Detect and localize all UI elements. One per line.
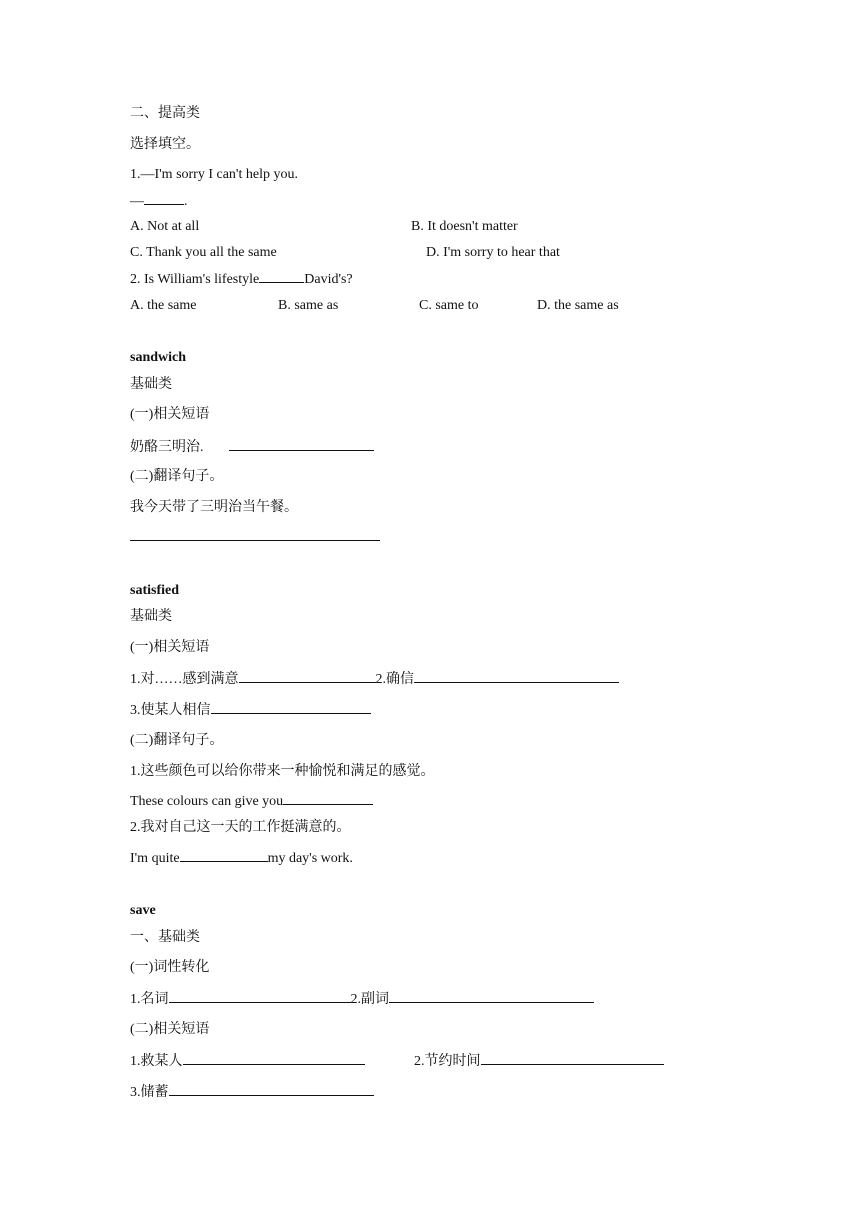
form-text: 1.名词 [130, 992, 169, 1007]
question-1-answer-line [130, 192, 188, 211]
option-b: B. It doesn't matter [411, 219, 518, 234]
phrase-row [130, 1052, 365, 1071]
translation-line [130, 528, 380, 547]
sub-heading: (一)相关短语 [130, 640, 210, 655]
form-text: 2.副词 [350, 992, 389, 1007]
phrase-row [130, 1083, 374, 1102]
dash: — [130, 194, 144, 209]
answer-blank [414, 670, 619, 683]
phrase-row [414, 1052, 664, 1071]
sub-heading: (一)词性转化 [130, 960, 210, 975]
sub-heading: (二)相关短语 [130, 1022, 210, 1037]
answer-blank [283, 792, 373, 805]
answer-blank [180, 849, 268, 862]
level-label: 基础类 [130, 609, 172, 624]
sentence-text: I'm quite [130, 851, 180, 866]
sub-heading: (二)翻译句子。 [130, 469, 224, 484]
answer-blank [239, 670, 376, 683]
sentence: 我今天带了三明治当午餐。 [130, 500, 298, 515]
level-label: 基础类 [130, 377, 172, 392]
level-label: 一、基础类 [130, 930, 200, 945]
option-c: C. Thank you all the same [130, 245, 277, 260]
question-2 [130, 270, 353, 289]
instruction: 选择填空。 [130, 137, 200, 152]
phrase-row [130, 670, 619, 689]
sub-heading: (一)相关短语 [130, 407, 210, 422]
answer-blank [144, 192, 184, 205]
word-heading-save: save [130, 903, 156, 918]
sentence-text-end: my day's work. [267, 851, 353, 866]
period: . [184, 194, 188, 209]
phrase-text: 2.节约时间 [414, 1054, 481, 1069]
phrase-text: 奶酪三明治. [130, 440, 204, 455]
question-2-text: 2. Is William's lifestyle [130, 272, 260, 287]
phrase-text: 3.储蓄 [130, 1085, 169, 1100]
answer-blank [259, 270, 304, 283]
phrase-text: 3.使某人相信 [130, 703, 211, 718]
phrase-text: 2.确信 [375, 672, 414, 687]
sentence-text: These colours can give you [130, 794, 284, 809]
q2-option-b: B. same as [278, 298, 339, 313]
q2-option-a: A. the same [130, 298, 197, 313]
q2-option-d: D. the same as [537, 298, 619, 313]
answer-blank [169, 990, 351, 1003]
question-2-text-end: David's? [304, 272, 353, 287]
phrase-row [130, 701, 371, 720]
answer-blank [389, 990, 594, 1003]
sentence-en [130, 849, 353, 868]
sentence: 2.我对自己这一天的工作挺满意的。 [130, 820, 351, 835]
q2-option-c: C. same to [419, 298, 479, 313]
sub-heading: (二)翻译句子。 [130, 733, 224, 748]
phrase-text: 1.救某人 [130, 1054, 183, 1069]
sentence: 1.这些颜色可以给你带来一种愉悦和满足的感觉。 [130, 764, 435, 779]
phrase-text: 1.对……感到满意 [130, 672, 239, 687]
question-1: 1.—I'm sorry I can't help you. [130, 167, 298, 182]
option-d: D. I'm sorry to hear that [426, 245, 560, 260]
form-row [130, 990, 594, 1009]
phrase-row [130, 438, 374, 457]
option-a: A. Not at all [130, 219, 200, 234]
answer-blank [130, 528, 380, 541]
sentence-en [130, 792, 373, 811]
word-heading-sandwich: sandwich [130, 350, 187, 365]
answer-blank [481, 1052, 664, 1065]
answer-blank [169, 1083, 374, 1096]
word-heading-satisfied: satisfied [130, 583, 179, 598]
section-heading: 二、提高类 [130, 106, 200, 121]
answer-blank [211, 701, 371, 714]
answer-blank [229, 438, 374, 451]
answer-blank [183, 1052, 365, 1065]
